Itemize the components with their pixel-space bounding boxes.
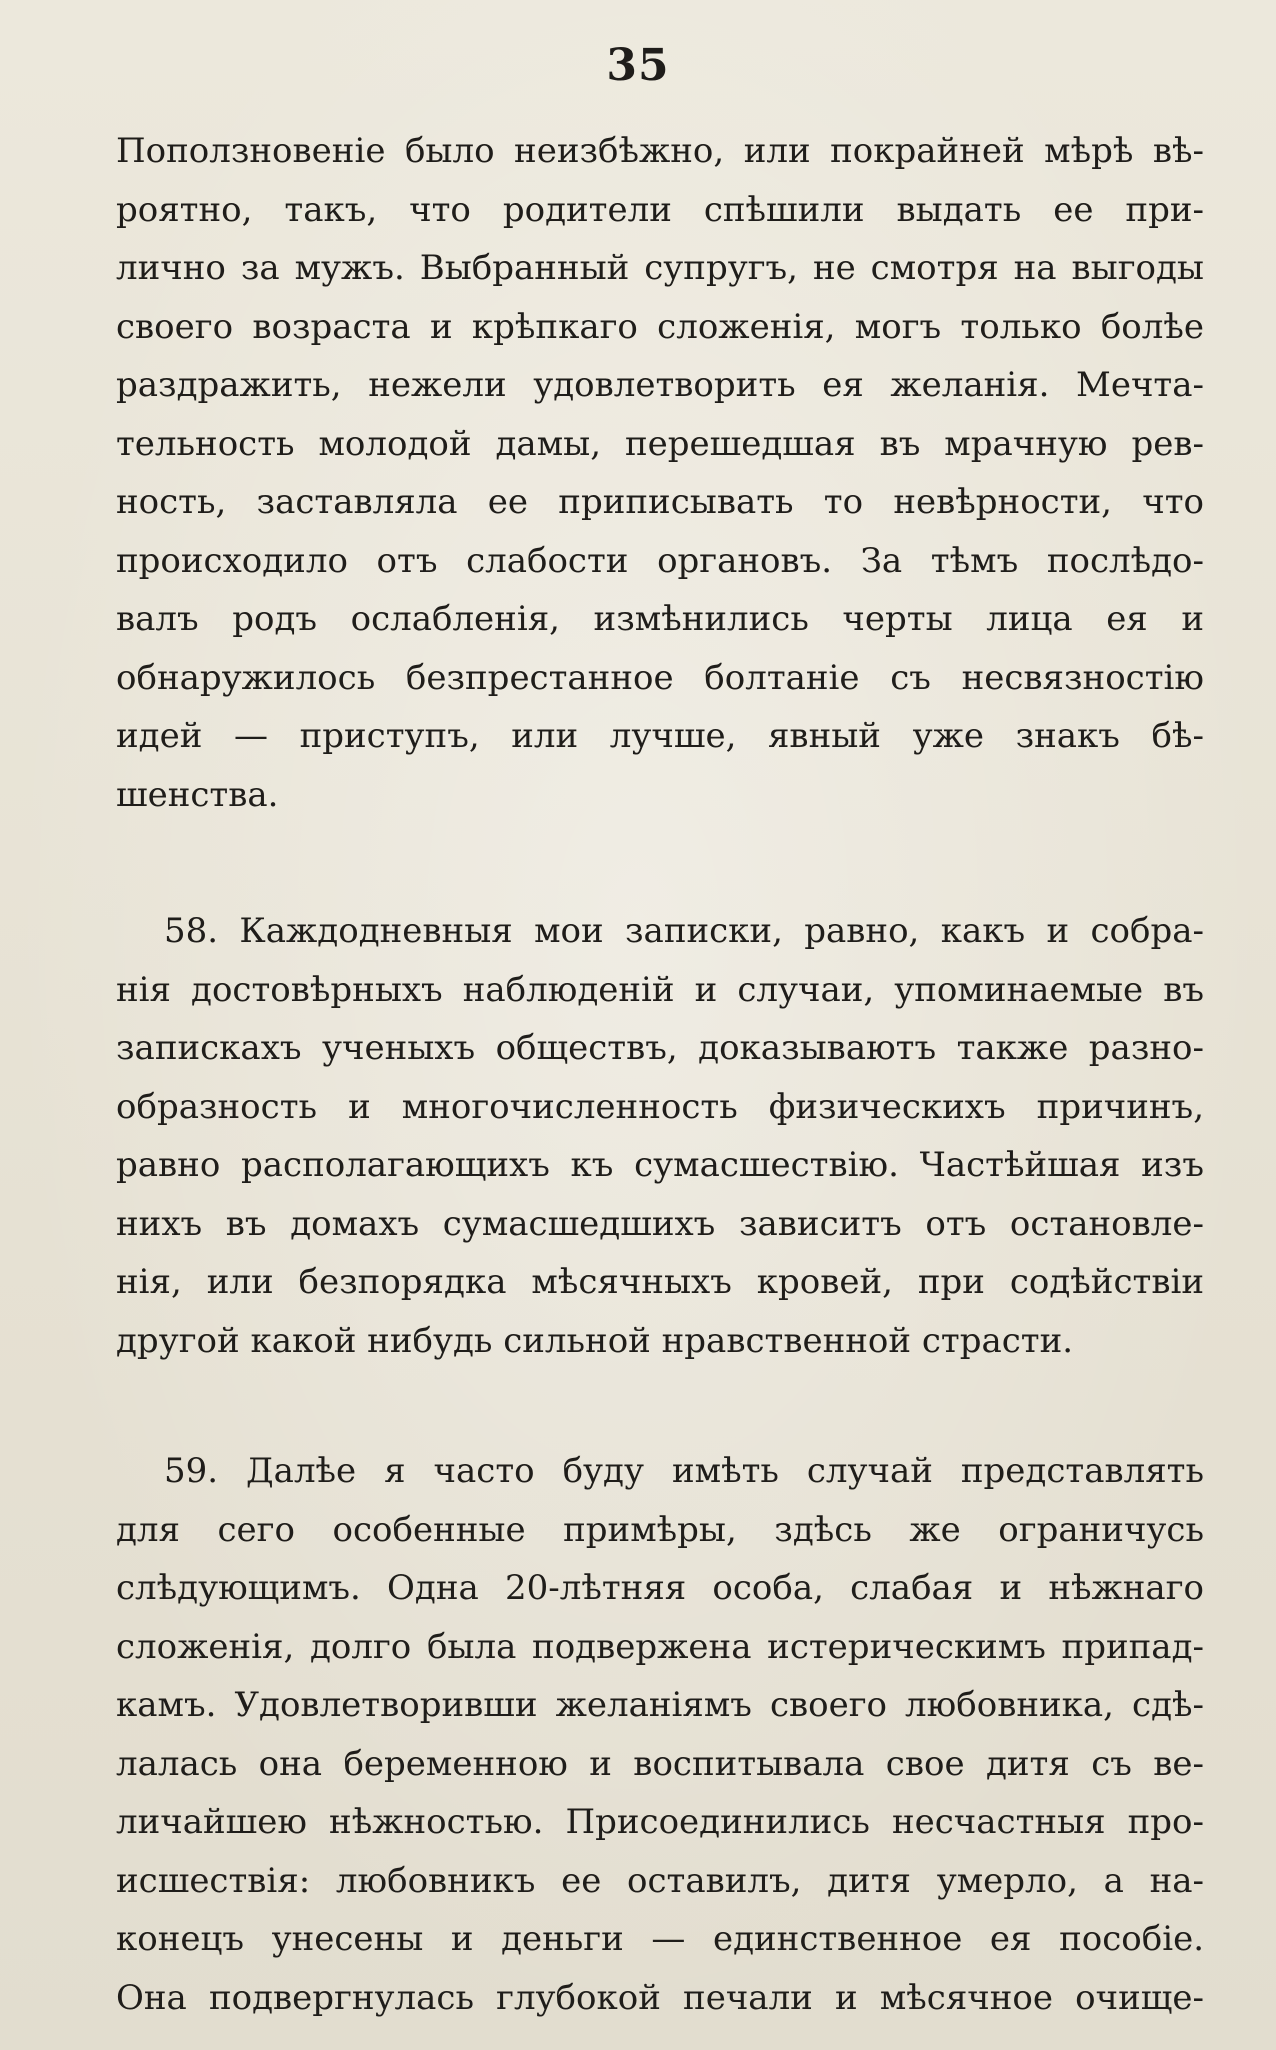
text-line: для сего особенные примѣры, здѣсь же ограничусь xyxy=(116,1509,1204,1550)
text-line: своего возраста и крѣпкаго сложенія, могъ только болѣе xyxy=(116,306,1204,347)
text-line: нія, или безпорядка мѣсячныхъ кровей, при содѣйствіи xyxy=(116,1262,1204,1302)
text-line: равно располагающихъ къ сумасшествію. Частѣйшая изъ xyxy=(116,1145,1204,1185)
text-line: запискахъ ученыхъ обществъ, доказываютъ также разно- xyxy=(116,1028,1204,1068)
text-line: камъ. Удовлетворивши желаніямъ своего любовника, сдѣ- xyxy=(116,1685,1204,1725)
text-line: личайшею нѣжностью. Присоединились несчастныя про- xyxy=(116,1802,1204,1842)
text-line: конецъ унесены и деньги — единственное ея пособіе. xyxy=(116,1919,1204,1959)
text-line: лично за мужъ. Выбранный супругъ, не смотря на выгоды xyxy=(116,248,1204,288)
text-line: нихъ въ домахъ сумасшедшихъ зависитъ отъ остановле- xyxy=(116,1203,1204,1244)
text-line: исшествія: любовникъ ее оставилъ, дитя умерло, а на- xyxy=(116,1860,1204,1901)
paragraph-59 xyxy=(116,1442,1204,2027)
text-line: другой какой нибудь сильной нравственной страсти. xyxy=(116,1320,1074,1361)
paragraph-spacer xyxy=(116,824,1204,902)
paragraph-spacer xyxy=(116,1370,1204,1442)
text-line: лалась она беременною и воспитывала свое дитя съ ве- xyxy=(116,1743,1204,1784)
text-line: роятно, такъ, что родители спѣшили выдать ее при- xyxy=(116,189,1204,230)
page-body xyxy=(116,122,1204,2027)
text-line: слѣдующимъ. Одна 20-лѣтняя особа, слабая и нѣжнаго xyxy=(116,1568,1204,1608)
page-number: 35 xyxy=(606,40,670,91)
text-line: тельность молодой дамы, перешедшая въ мрачную рев- xyxy=(116,423,1204,464)
text-line: Поползновеніе было неизбѣжно, или покрайней мѣрѣ вѣ- xyxy=(116,131,1204,171)
text-line: Она подвергнулась глубокой печали и мѣсячное очище- xyxy=(116,1977,1204,2018)
text-line: валъ родъ ослабленія, измѣнились черты лица ея и xyxy=(116,599,1204,639)
paragraph-continuation xyxy=(116,122,1204,824)
text-line: ность, заставляла ее приписывать то невѣрности, что xyxy=(116,482,1204,522)
text-line: 58. Каждодневныя мои записки, равно, какъ и собра- xyxy=(164,911,1204,951)
text-line: обнаружилось безпрестанное болтаніе съ несвязностію xyxy=(116,657,1204,698)
text-line: идей — приступъ, или лучше, явный уже знакъ бѣ- xyxy=(116,716,1204,756)
text-line: образность и многочисленность физическихъ причинъ, xyxy=(116,1086,1204,1127)
text-line: сложенія, долго была подвержена истерическимъ припад- xyxy=(116,1626,1204,1667)
paragraph-58 xyxy=(116,902,1204,1370)
text-line: шенства. xyxy=(116,774,279,815)
text-line: нія достовѣрныхъ наблюденій и случаи, упоминаемые въ xyxy=(116,969,1204,1010)
text-line: происходило отъ слабости органовъ. За тѣмъ послѣдо- xyxy=(116,540,1204,581)
text-line: раздражить, нежели удовлетворить ея желанія. Мечта- xyxy=(116,365,1204,405)
text-line: 59. Далѣе я часто буду имѣть случай представлять xyxy=(164,1451,1204,1491)
